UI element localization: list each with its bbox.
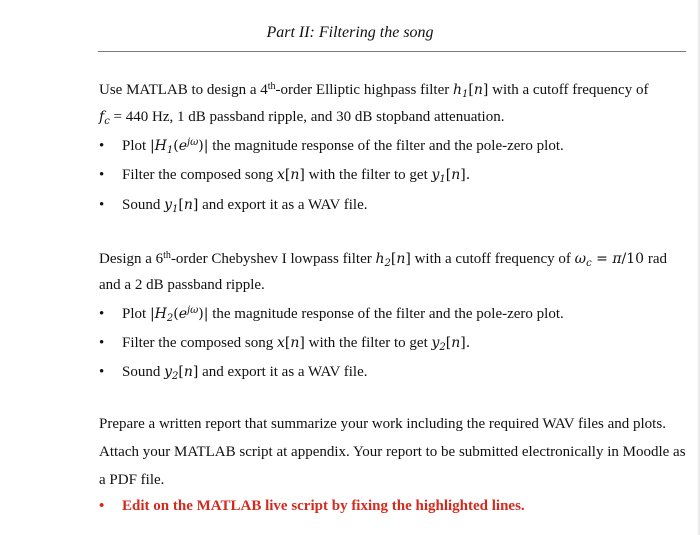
header-divider <box>98 51 686 52</box>
section2-bullet-filter: • Filter the composed song x[n] with the filter to get $y_2[n]$. <box>99 335 471 353</box>
section2-line1: Design a 6th-order Chebyshev I lowpass filter $h_2[n]$ with a cutoff frequency of $\omega_c = \pi/10$ rad <box>99 250 667 269</box>
math-fc: $f_c$ <box>99 109 110 127</box>
page-title: Part II: Filtering the song <box>266 24 434 41</box>
highlight-instruction: • Edit on the MATLAB live script by fixing the highlighted lines. <box>99 498 525 514</box>
section2-bullet-sound: • Sound $y_2[n]$ and export it as a WAV file. <box>99 364 368 382</box>
section1-bullet-filter: • Filter the composed song x[n] with the filter to get $y_1[n]$. <box>99 167 471 185</box>
section2-line2: and a 2 dB passband ripple. <box>99 277 265 293</box>
section2-bullet-plot: • Plot $|H_2(e^{j\omega})|$ the magnitude response of the filter and the pole-zero plot. <box>99 305 564 324</box>
report-instructions: Prepare a written report that summarize your work including the required WAV files and plots. Attach your MATLAB script at appendix. Your report to be submitted electronically in Moodle as a PDF file. <box>99 416 686 488</box>
section1-line1: Use MATLAB to design a 4th-order Elliptic highpass filter $h_1[n]$ with a cutoff frequency of <box>99 81 649 100</box>
math-h1n: $h_1$ <box>452 82 469 100</box>
section1-bullet-sound: • Sound $y_1[n]$ and export it as a WAV file. <box>99 197 368 215</box>
section1-bullet-plot: • Plot $|H_1(e^{j\omega})|$ the magnitude response of the filter and the pole-zero plot. <box>99 137 564 156</box>
section1-line2: $f_c = 440$ Hz, 1 dB passband ripple, and 30 dB stopband attenuation. <box>99 109 505 127</box>
